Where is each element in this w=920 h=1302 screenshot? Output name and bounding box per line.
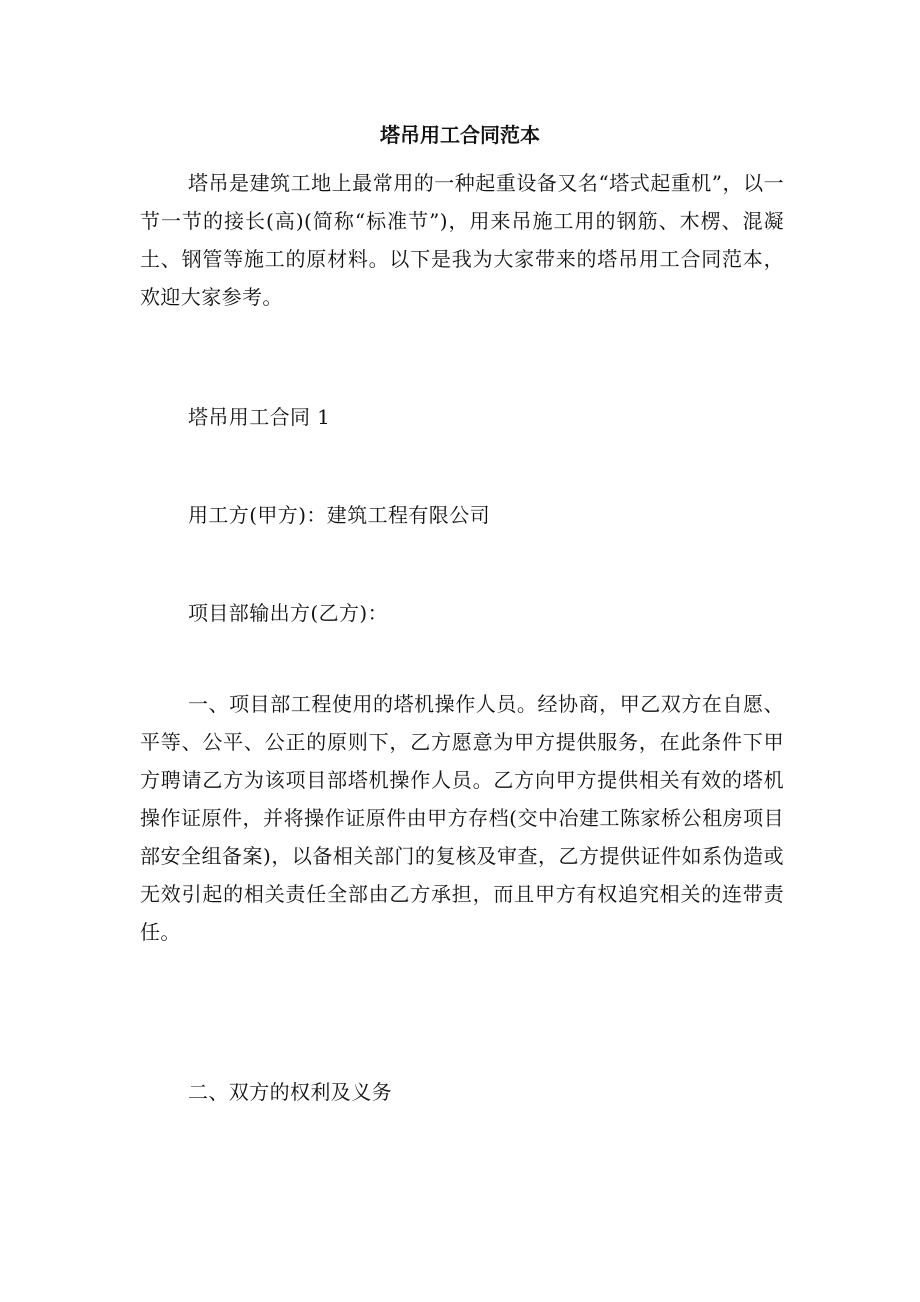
clause-1-paragraph: 一、项目部工程使用的塔机操作人员。经协商，甲乙双方在自愿、平等、公平、公正的原则下，乙方愿意为甲方提供服务，在此条件下甲方聘请乙方为该项目部塔机操作人员。乙方向甲方提供相关有效的塔机操作证原件，并将操作证原件由甲方存档(交中冶建工陈家桥公租房项目部安全组备案)，以备相关部门的复核及审查，乙方提供证件如系伪造或无效引起的相关责任全部由乙方承担，而且甲方有权追究相关的连带责任。 xyxy=(140,692,784,944)
party-a-line: 用工方(甲方)：建筑工程有限公司 xyxy=(188,503,491,527)
clause-2-heading: 二、双方的权利及义务 xyxy=(188,1080,392,1104)
page-title: 塔吊用工合同范本 xyxy=(380,123,540,147)
party-b-line: 项目部输出方(乙方)： xyxy=(188,601,389,625)
contract-heading: 塔吊用工合同 1 xyxy=(188,405,331,429)
intro-paragraph: 塔吊是建筑工地上最常用的一种起重设备又名“塔式起重机”，以一节一节的接长(高)(简称“标准节”)，用来吊施工用的钢筋、木楞、混凝土、钢管等施工的原材料。以下是我为大家带来的塔吊用工合同范本，欢迎大家参考。 xyxy=(140,171,784,309)
